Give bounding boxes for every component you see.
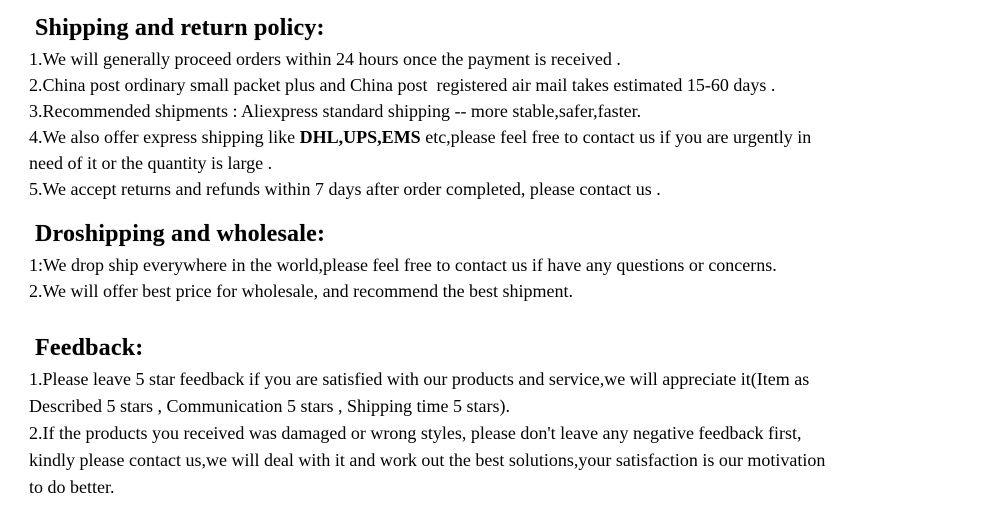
- shipping-policy-line-2: 2.China post ordinary small packet plus and China post registered air mail takes estimated 15-60 days .: [29, 75, 776, 95]
- dropshipping-line-2: 2.We will offer best price for wholesale, and recommend the best shipment.: [29, 281, 574, 301]
- shipping-policy-line-4-post: etc,please feel free to contact us if you are urgently in: [420, 127, 812, 147]
- feedback-line-2-continuation-2: to do better.: [29, 477, 115, 497]
- shipping-policy-heading: Shipping and return policy:: [35, 15, 325, 41]
- feedback-line-2-continuation-1: kindly please contact us,we will deal with it and work out the best solutions,your satisfaction is our motivation: [29, 450, 826, 470]
- shipping-policy-line-1: 1.We will generally proceed orders within 24 hours once the payment is received .: [29, 49, 621, 69]
- dropshipping-wholesale-heading: Droshipping and wholesale:: [35, 221, 326, 247]
- shipping-policy-line-4-continuation: need of it or the quantity is large .: [29, 153, 273, 173]
- shipping-policy-line-5: 5.We accept returns and refunds within 7 days after order completed, please contact us .: [29, 179, 661, 199]
- feedback-line-1-continuation: Described 5 stars , Communication 5 stars , Shipping time 5 stars).: [29, 396, 510, 416]
- feedback-heading: Feedback:: [35, 335, 144, 361]
- section-feedback: [29, 330, 955, 501]
- feedback-line-1: 1.Please leave 5 star feedback if you are satisfied with our products and service,we will appreciate it(Item as: [29, 369, 810, 389]
- shipping-policy-line-4-pre: 4.We also offer express shipping like: [29, 127, 300, 147]
- shipping-policy-line-4: [29, 124, 955, 150]
- shipping-policy-line-3: 3.Recommended shipments : Aliexpress standard shipping -- more stable,safer,faster.: [29, 101, 642, 121]
- section-shipping-policy: [29, 10, 955, 202]
- express-carriers-text: DHL,UPS,EMS: [299, 127, 421, 147]
- feedback-line-2: 2.If the products you received was damaged or wrong styles, please don't leave any negative feedback first,: [29, 423, 802, 443]
- section-dropshipping-wholesale: [29, 216, 955, 304]
- dropshipping-line-1: 1:We drop ship everywhere in the world,please feel free to contact us if have any questions or concerns.: [29, 255, 777, 275]
